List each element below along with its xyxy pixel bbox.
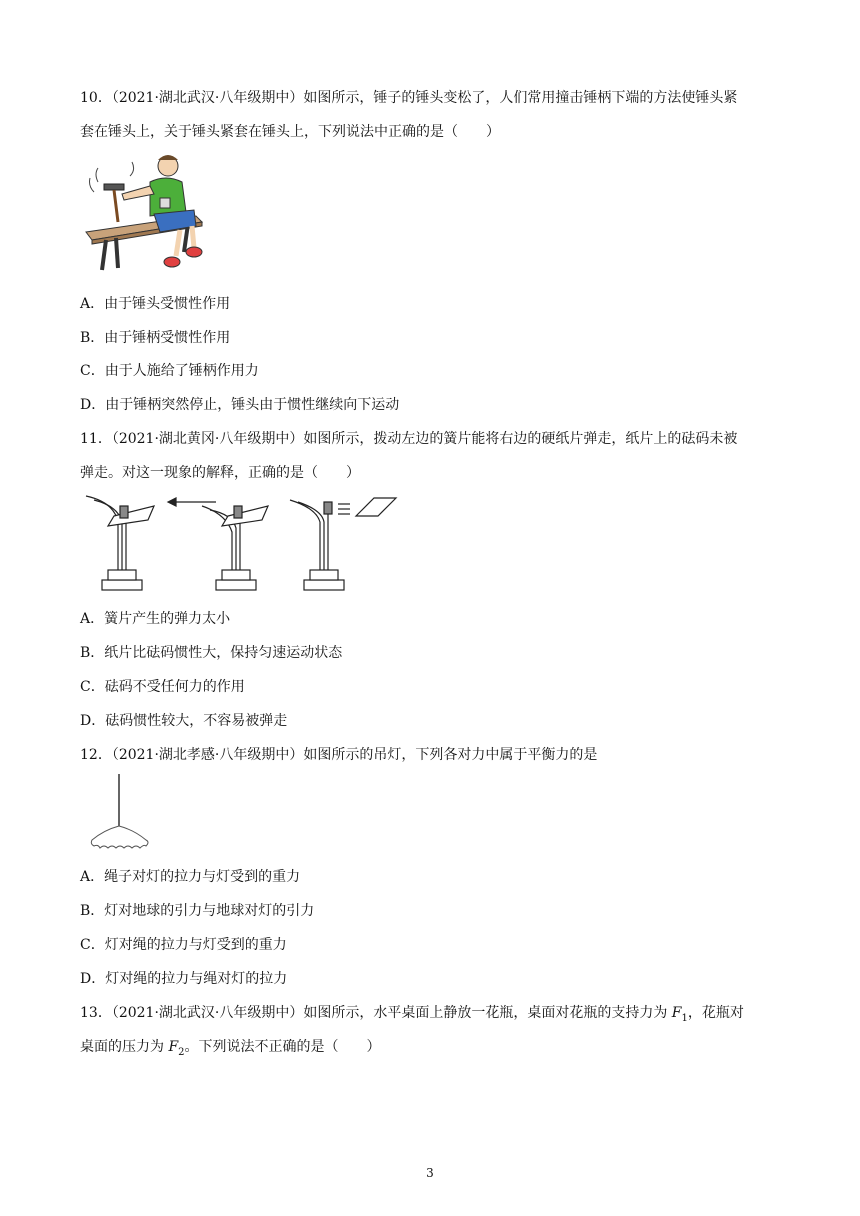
q11-stem-line1: 11．（2021·湖北黄冈·八年级期中）如图所示，拨动左边的簧片能将右边的硬纸片弹走，纸片上的砝码未被 bbox=[80, 431, 738, 447]
q11-stem-line2: 弹走。对这一现象的解释，正确的是（ ） bbox=[80, 465, 360, 481]
q13-stem-line2: 桌面的压力为 $F_2$。下列说法不正确的是（ ） bbox=[80, 1039, 381, 1058]
q11-option-b: B．纸片比砝码惯性大，保持匀速运动状态 bbox=[80, 645, 343, 661]
stand-1 bbox=[86, 496, 154, 590]
q10-hammer-figure bbox=[84, 152, 204, 274]
q10-stem-line2: 套在锤头上，关于锤头紧套在锤头上，下列说法中正确的是（ ） bbox=[80, 124, 500, 140]
arrow-left-icon bbox=[168, 498, 216, 506]
q12-chandelier-figure bbox=[84, 774, 154, 858]
stand-2 bbox=[202, 506, 268, 590]
q10-option-a: A．由于锤头受惯性作用 bbox=[80, 296, 231, 312]
q11-option-c: C．砝码不受任何力的作用 bbox=[80, 679, 245, 695]
q13-stem-line1: 13．（2021·湖北武汉·八年级期中）如图所示，水平桌面上静放一花瓶，桌面对花瓶的支持力为 $F_1$，花瓶对 bbox=[80, 1005, 744, 1024]
q11-spring-figure bbox=[84, 492, 404, 594]
q10-option-d: D．由于锤柄突然停止，锤头由于惯性继续向下运动 bbox=[80, 397, 400, 413]
q12-stem-line1: 12．（2021·湖北孝感·八年级期中）如图所示的吊灯，下列各对力中属于平衡力的是 bbox=[80, 747, 598, 763]
q12-option-a: A．绳子对灯的拉力与灯受到的重力 bbox=[80, 869, 301, 885]
stand-3 bbox=[290, 498, 396, 590]
page-number: 3 bbox=[426, 1166, 434, 1180]
q12-option-c: C．灯对绳的拉力与灯受到的重力 bbox=[80, 937, 287, 953]
q11-option-a: A．簧片产生的弹力太小 bbox=[80, 611, 231, 627]
q12-option-b: B．灯对地球的引力与地球对灯的引力 bbox=[80, 903, 315, 919]
q10-option-b: B．由于锤柄受惯性作用 bbox=[80, 330, 231, 346]
q11-option-d: D．砝码惯性较大，不容易被弹走 bbox=[80, 713, 288, 729]
q10-stem-line1: 10．（2021·湖北武汉·八年级期中）如图所示，锤子的锤头变松了，人们常用撞击锤柄下端的方法使锤头紧 bbox=[80, 90, 738, 106]
lamp-shade bbox=[91, 826, 148, 848]
q12-option-d: D．灯对绳的拉力与绳对灯的拉力 bbox=[80, 971, 288, 987]
q10-option-c: C．由于人施给了锤柄作用力 bbox=[80, 363, 259, 379]
